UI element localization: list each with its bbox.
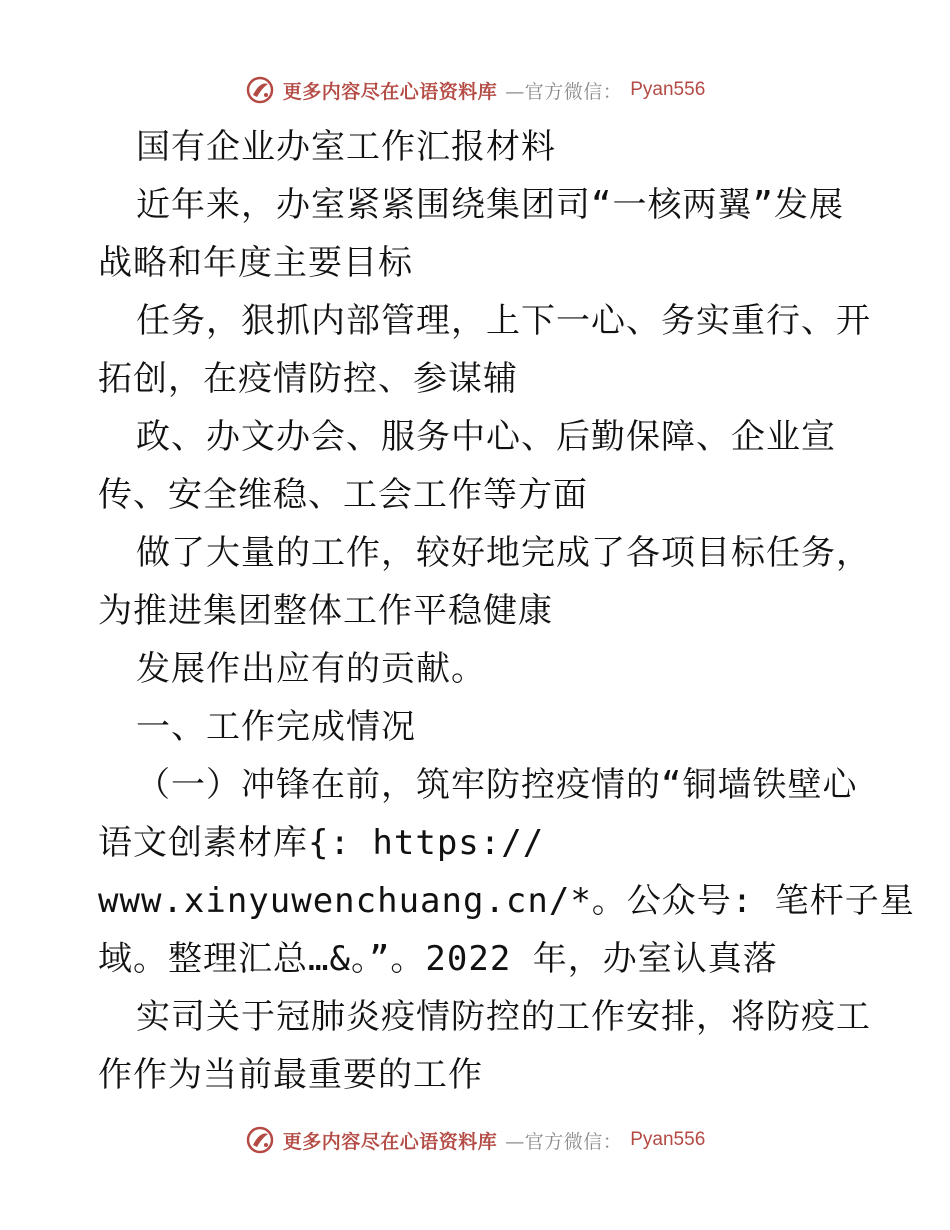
- text-line: 近年来，办室紧紧围绕集团司“一核两翼”发展: [136, 185, 844, 225]
- banner-wechat-id: Pyan556: [630, 1129, 706, 1150]
- text-line: 为推进集团整体工作平稳健康: [98, 591, 553, 631]
- text-line: 政、办文办会、服务中心、后勤保障、企业宣: [136, 417, 836, 457]
- text-line: 任务，狠抓内部管理，上下一心、务实重行、开: [136, 301, 871, 341]
- document-body: [98, 118, 915, 1104]
- text-line: 一、工作完成情况: [136, 707, 416, 747]
- ink-pen-logo-icon: [245, 1125, 275, 1155]
- text-line: 做了大量的工作，较好地完成了各项目标任务，: [136, 533, 871, 573]
- banner-wechat-id: Pyan556: [630, 79, 706, 100]
- text-line: 战略和年度主要目标: [98, 243, 413, 283]
- banner-text: 更多内容尽在心语资料库: [282, 80, 498, 103]
- ink-pen-logo-icon: [245, 75, 275, 105]
- text-line: 拓创，在疫情防控、参谋辅: [98, 359, 518, 399]
- text-line: 传、安全维稳、工会工作等方面: [98, 475, 588, 515]
- banner-separator: —官方微信：: [505, 80, 623, 103]
- footer-banner: [0, 1120, 950, 1160]
- text-line: 国有企业办室工作汇报材料: [136, 127, 556, 167]
- text-line: 作作为当前最重要的工作: [98, 1055, 483, 1095]
- text-line: 语文创素材库{: https://: [98, 823, 545, 863]
- banner-separator: —官方微信：: [505, 1130, 623, 1153]
- text-line: 域。整理汇总…&。”。2022 年，办室认真落: [98, 939, 778, 979]
- banner-text: 更多内容尽在心语资料库: [282, 1130, 498, 1153]
- header-banner: [0, 70, 950, 110]
- text-line: 实司关于冠肺炎疫情防控的工作安排，将防疫工: [136, 997, 871, 1037]
- text-line: www.xinyuwenchuang.cn/*。公众号: 笔杆子星: [98, 881, 915, 921]
- text-line: （一）冲锋在前，筑牢防控疫情的“铜墙铁壁心: [136, 765, 858, 805]
- text-line: 发展作出应有的贡献。: [136, 649, 486, 689]
